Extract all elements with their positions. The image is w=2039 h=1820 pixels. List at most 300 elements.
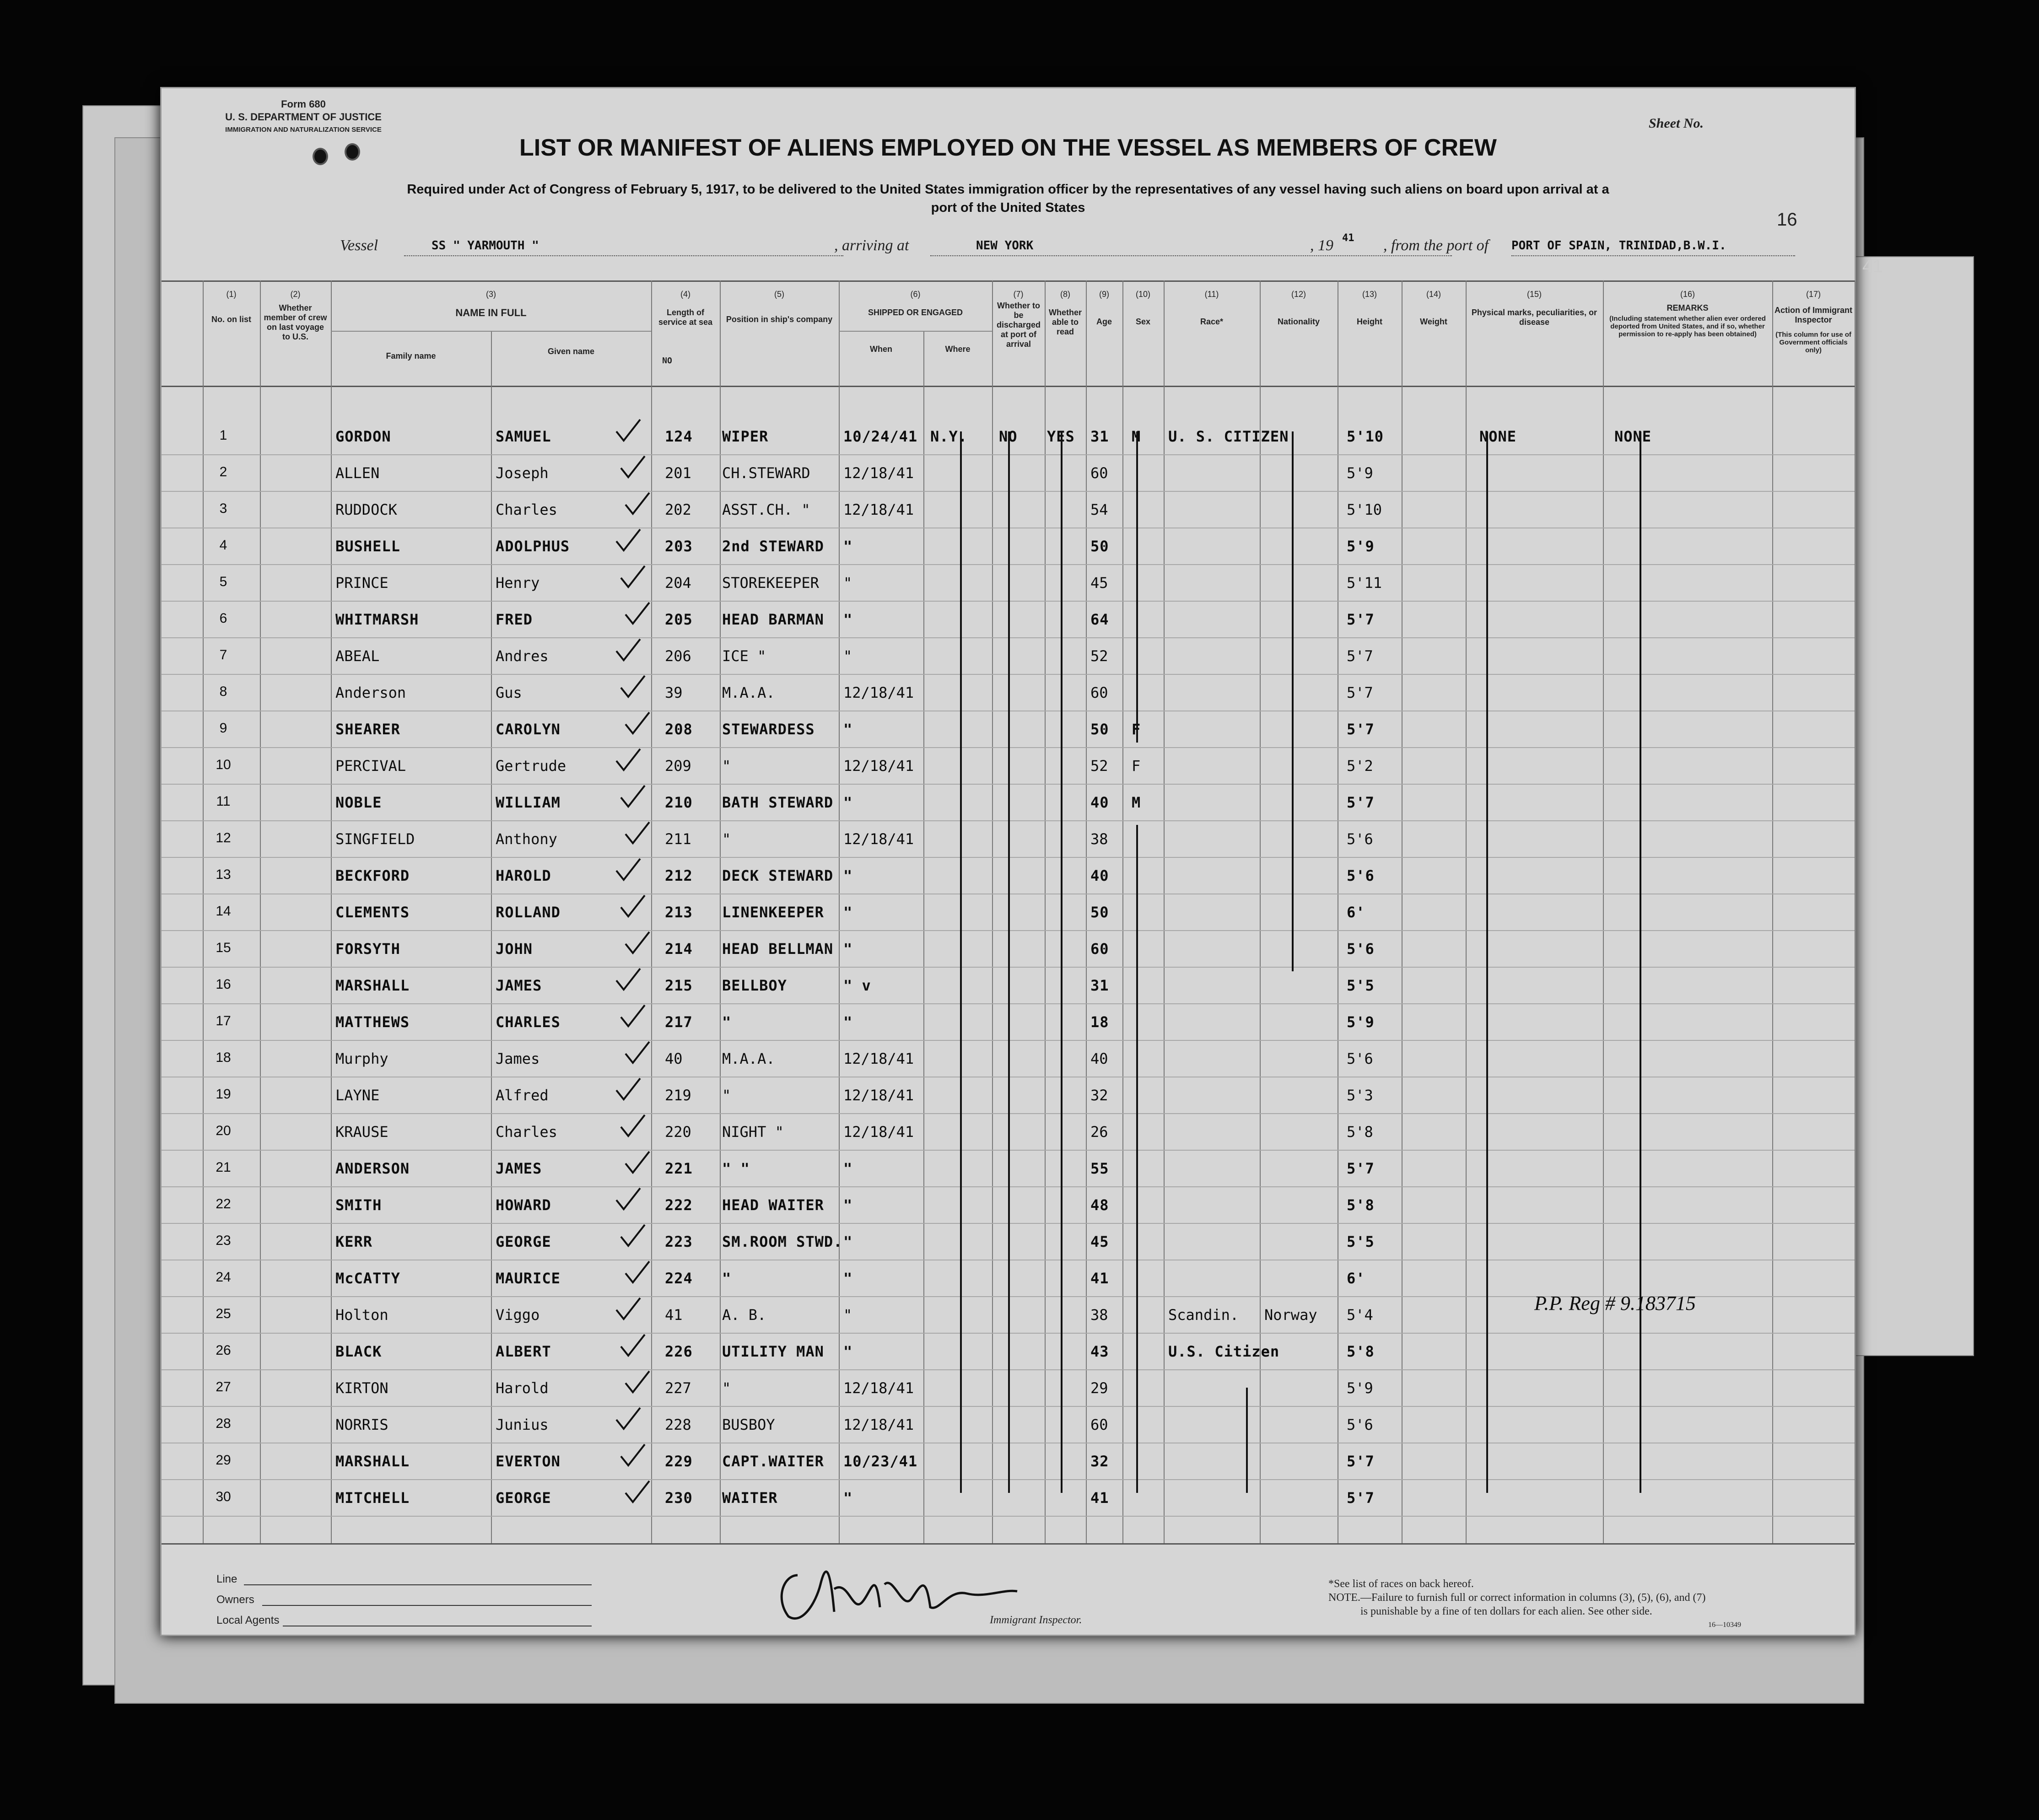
cell-no: 19 — [216, 1087, 231, 1102]
col-header-name: NAME IN FULL — [455, 307, 527, 318]
cell-position: CH.STEWARD — [722, 464, 810, 482]
check-mark-icon — [624, 930, 651, 955]
cell-where: N.Y. — [930, 428, 968, 445]
cell-sex: M — [1132, 428, 1141, 445]
cell-remarks: NONE — [1614, 428, 1652, 445]
cell-position: HEAD BELLMAN — [722, 940, 834, 958]
cell-service: 215 — [665, 977, 693, 994]
owners-label: Owners — [216, 1594, 254, 1606]
cell-family: MITCHELL — [335, 1489, 410, 1507]
cell-read: YES — [1047, 428, 1075, 445]
cell-when: 12/18/41 — [843, 1087, 914, 1104]
cell-no: 14 — [216, 904, 231, 919]
cell-service: 206 — [665, 647, 691, 665]
cell-given: SAMUEL — [496, 428, 551, 445]
col-header-age: Age — [1096, 317, 1112, 326]
check-mark-icon — [615, 857, 642, 882]
cell-family: Holton — [335, 1306, 388, 1324]
cell-age: 45 — [1090, 574, 1108, 592]
col-header-shipped: SHIPPED OR ENGAGED — [868, 308, 963, 317]
cell-height: 5'7 — [1347, 794, 1375, 811]
cell-no: 12 — [216, 830, 231, 845]
col-header-service-unit: NO — [662, 356, 672, 366]
cell-race: U.S. Citizen — [1168, 1343, 1280, 1360]
cell-when: " — [843, 1270, 853, 1287]
cell-given: Joseph — [496, 464, 549, 482]
cell-height: 5'7 — [1347, 647, 1373, 665]
cell-position: BELLBOY — [722, 977, 787, 994]
cell-no: 20 — [216, 1123, 231, 1138]
cell-service: 223 — [665, 1233, 693, 1250]
col-header-where: Where — [945, 345, 971, 354]
form-number: Form 680 — [281, 98, 326, 110]
check-mark-icon — [619, 784, 647, 809]
cell-given: JOHN — [496, 940, 533, 958]
cell-service: 201 — [665, 464, 691, 482]
cell-service: 202 — [665, 501, 691, 518]
cell-when: 12/18/41 — [843, 1416, 914, 1433]
cell-given: Andres — [496, 647, 549, 665]
cell-given: CAROLYN — [496, 721, 561, 738]
check-mark-icon — [624, 491, 651, 516]
ditto-stroke — [1640, 431, 1641, 1493]
cell-service: 41 — [665, 1306, 683, 1324]
cell-given: JAMES — [496, 1160, 542, 1177]
cell-family: Anderson — [335, 684, 406, 701]
vessel-info-line — [340, 232, 1804, 260]
cell-position: CAPT.WAITER — [722, 1453, 824, 1470]
cell-when: 12/18/41 — [843, 501, 914, 518]
cell-no: 3 — [219, 501, 227, 516]
cell-given: HOWARD — [496, 1196, 551, 1214]
vessel-label: Vessel — [340, 237, 378, 254]
cell-family: NOBLE — [335, 794, 382, 811]
cell-when: 12/18/41 — [843, 464, 914, 482]
cell-when: " — [843, 647, 852, 665]
cell-given: HAROLD — [496, 867, 551, 884]
cell-nationality: Norway — [1264, 1306, 1317, 1324]
cell-no: 24 — [216, 1270, 231, 1285]
check-mark-icon — [619, 894, 647, 919]
cell-family: PERCIVAL — [335, 757, 406, 775]
check-mark-icon — [615, 1406, 642, 1431]
cell-position: WIPER — [722, 428, 769, 445]
cell-age: 48 — [1090, 1196, 1109, 1214]
check-mark-icon — [624, 1150, 651, 1175]
cell-no: 9 — [219, 721, 227, 736]
cell-service: 230 — [665, 1489, 693, 1507]
cell-age: 40 — [1090, 794, 1109, 811]
cell-no: 5 — [219, 574, 227, 589]
column-number: (8) — [1060, 290, 1070, 299]
cell-position: HEAD WAITER — [722, 1196, 824, 1214]
cell-service: 220 — [665, 1123, 691, 1141]
cell-position: " — [722, 1013, 732, 1031]
cell-height: 5'8 — [1347, 1196, 1375, 1214]
cell-when: 12/18/41 — [843, 1050, 914, 1067]
check-mark-icon — [619, 564, 647, 589]
cell-no: 23 — [216, 1233, 231, 1248]
cell-position: " — [722, 1270, 732, 1287]
cell-position: ASST.CH. " — [722, 501, 810, 518]
column-number: (3) — [486, 290, 496, 299]
cell-discharged: NO — [999, 428, 1018, 445]
col-header-physical-marks: Physical marks, peculiarities, or disease — [1471, 308, 1597, 327]
check-mark-icon — [615, 637, 642, 662]
cell-height: 5'9 — [1347, 1013, 1375, 1031]
cell-height: 5'7 — [1347, 1489, 1375, 1507]
check-mark-icon — [619, 454, 647, 479]
service-name: IMMIGRATION AND NATURALIZATION SERVICE — [225, 126, 382, 134]
cell-when: " — [843, 794, 853, 811]
cell-service: 229 — [665, 1453, 693, 1470]
cell-service: 39 — [665, 684, 683, 701]
cell-service: 219 — [665, 1087, 691, 1104]
cell-marks: NONE — [1479, 428, 1517, 445]
col-header-weight: Weight — [1420, 317, 1447, 326]
cell-height: 5'6 — [1347, 940, 1375, 958]
cell-given: JAMES — [496, 977, 542, 994]
cell-position: HEAD BARMAN — [722, 611, 824, 628]
cell-height: 6' — [1347, 1270, 1365, 1287]
column-number: (5) — [774, 290, 784, 299]
cell-given: Gus — [496, 684, 522, 701]
cell-age: 26 — [1090, 1123, 1108, 1141]
cell-service: 214 — [665, 940, 693, 958]
cell-position: UTILITY MAN — [722, 1343, 824, 1360]
column-number: (11) — [1204, 290, 1219, 299]
column-number: (15) — [1527, 290, 1542, 299]
cell-no: 7 — [219, 647, 227, 662]
cell-height: 5'7 — [1347, 684, 1373, 701]
cell-family: MARSHALL — [335, 977, 410, 994]
sheet-number-label: Sheet No. — [1649, 116, 1704, 131]
ditto-stroke — [1136, 825, 1138, 1493]
col-header-race: Race* — [1200, 317, 1224, 326]
cell-no: 10 — [216, 757, 231, 772]
underlying-page-right — [1844, 256, 1974, 1356]
check-mark-icon — [615, 418, 642, 443]
immigrant-inspector-label: Immigrant Inspector. — [990, 1614, 1082, 1626]
cell-position: " — [722, 830, 731, 848]
cell-when: " — [843, 867, 853, 884]
cell-height: 5'6 — [1347, 1050, 1373, 1067]
cell-family: ALLEN — [335, 464, 380, 482]
cell-when: " — [843, 940, 853, 958]
cell-age: 31 — [1090, 977, 1109, 994]
cell-no: 11 — [216, 794, 231, 809]
cell-service: 217 — [665, 1013, 693, 1031]
cell-no: 21 — [216, 1160, 231, 1175]
col-header-when: When — [870, 345, 892, 354]
cell-height: 5'11 — [1347, 574, 1382, 592]
cell-age: 54 — [1090, 501, 1108, 518]
col-header-family-name: Family name — [386, 351, 436, 361]
cell-no: 18 — [216, 1050, 231, 1065]
ditto-stroke — [1008, 431, 1010, 1493]
check-mark-icon — [615, 1186, 642, 1212]
col-header-discharged: Whether to be discharged at port of arrival — [996, 301, 1041, 349]
cell-when: " v — [843, 977, 871, 994]
ditto-stroke — [1486, 431, 1488, 1493]
cell-given: CHARLES — [496, 1013, 561, 1031]
cell-position: " " — [722, 1160, 750, 1177]
column-number: (10) — [1135, 290, 1150, 299]
cell-service: 213 — [665, 904, 693, 921]
cell-family: LAYNE — [335, 1087, 380, 1104]
cell-when: " — [843, 1306, 852, 1324]
cell-position: ICE " — [722, 647, 766, 665]
manifest-subtitle-2: port of the United States — [931, 200, 1085, 215]
cell-no: 22 — [216, 1196, 231, 1212]
cell-when: 12/18/41 — [843, 684, 914, 701]
cell-age: 29 — [1090, 1379, 1108, 1397]
cell-height: 5'9 — [1347, 464, 1373, 482]
cell-service: 224 — [665, 1270, 693, 1287]
arriving-port: NEW YORK — [976, 239, 1034, 253]
crew-manifest-table — [162, 280, 1855, 1543]
arriving-label: , arriving at — [834, 237, 909, 254]
column-number: (6) — [910, 290, 921, 299]
cell-remarks: P.P. Reg # 9.183715 — [1534, 1292, 1696, 1314]
cell-given: Henry — [496, 574, 540, 592]
cell-height: 5'10 — [1347, 428, 1384, 445]
check-mark-icon — [619, 1223, 647, 1248]
ditto-stroke — [1136, 431, 1138, 743]
cell-height: 5'6 — [1347, 867, 1375, 884]
cell-given: ROLLAND — [496, 904, 561, 921]
cell-age: 50 — [1090, 721, 1109, 738]
col-header-remarks: REMARKS — [1667, 303, 1709, 312]
cell-age: 41 — [1090, 1270, 1109, 1287]
cell-position: BUSBOY — [722, 1416, 775, 1433]
cell-family: MATTHEWS — [335, 1013, 410, 1031]
cell-no: 28 — [216, 1416, 231, 1431]
cell-position: STEWARDESS — [722, 721, 815, 738]
col-header-sex: Sex — [1135, 317, 1151, 326]
cell-height: 5'7 — [1347, 611, 1375, 628]
col-header-height: Height — [1357, 317, 1382, 326]
col-header-last-voyage: Whether member of crew on last voyage to U.S. — [264, 303, 327, 341]
check-mark-icon — [624, 711, 651, 736]
cell-service: 203 — [665, 538, 693, 555]
cell-when: " — [843, 1343, 853, 1360]
cell-given: EVERTON — [496, 1453, 561, 1470]
cell-position: A. B. — [722, 1306, 766, 1324]
cell-age: 31 — [1090, 428, 1109, 445]
cell-position: SM.ROOM STWD. — [722, 1233, 843, 1250]
column-number: (1) — [226, 290, 237, 299]
cell-given: Harold — [496, 1379, 549, 1397]
cell-given: Alfred — [496, 1087, 549, 1104]
cell-given: GEORGE — [496, 1233, 551, 1250]
cell-age: 38 — [1090, 830, 1108, 848]
cell-service: 208 — [665, 721, 693, 738]
cell-position: " — [722, 757, 731, 775]
cell-sex: F — [1132, 757, 1141, 775]
cell-age: 60 — [1090, 464, 1108, 482]
cell-family: MARSHALL — [335, 1453, 410, 1470]
ditto-stroke — [1246, 1388, 1248, 1493]
cell-family: BLACK — [335, 1343, 382, 1360]
cell-family: FORSYTH — [335, 940, 400, 958]
cell-height: 5'5 — [1347, 977, 1375, 994]
cell-service: 204 — [665, 574, 691, 592]
cell-no: 27 — [216, 1379, 231, 1395]
check-mark-icon — [624, 1260, 651, 1285]
cell-no: 26 — [216, 1343, 231, 1358]
cell-family: RUDDOCK — [335, 501, 397, 518]
col-header-service: Length of service at sea — [658, 308, 713, 327]
cell-when: " — [843, 574, 852, 592]
cell-given: GEORGE — [496, 1489, 551, 1507]
cell-service: 212 — [665, 867, 693, 884]
cell-height: 5'7 — [1347, 721, 1375, 738]
cell-family: KIRTON — [335, 1379, 388, 1397]
cell-service: 210 — [665, 794, 693, 811]
check-mark-icon — [624, 1479, 651, 1504]
cell-position: STOREKEEPER — [722, 574, 819, 592]
cell-age: 38 — [1090, 1306, 1108, 1324]
cell-height: 5'6 — [1347, 1416, 1373, 1433]
cell-given: WILLIAM — [496, 794, 561, 811]
cell-height: 5'4 — [1347, 1306, 1373, 1324]
cell-family: SHEARER — [335, 721, 400, 738]
cell-family: SMITH — [335, 1196, 382, 1214]
col-header-nationality: Nationality — [1277, 317, 1320, 326]
cell-sex: M — [1132, 794, 1141, 811]
cell-when: " — [843, 611, 853, 628]
penalty-note-1: NOTE.—Failure to furnish full or correct information in columns (3), (5), (6), and (7) — [1328, 1592, 1706, 1604]
cell-age: 60 — [1090, 940, 1109, 958]
cell-age: 40 — [1090, 1050, 1108, 1067]
cell-family: PRINCE — [335, 574, 388, 592]
cell-family: WHITMARSH — [335, 611, 419, 628]
cell-when: 12/18/41 — [843, 1123, 914, 1141]
cell-no: 29 — [216, 1453, 231, 1468]
cell-when: " — [843, 1196, 853, 1214]
cell-position: " — [722, 1379, 731, 1397]
page-number: 16 — [1777, 210, 1797, 230]
cell-given: Junius — [496, 1416, 549, 1433]
cell-height: 5'7 — [1347, 1453, 1375, 1470]
cell-family: NORRIS — [335, 1416, 388, 1433]
cell-no: 8 — [219, 684, 227, 699]
cell-age: 32 — [1090, 1087, 1108, 1104]
cell-family: BECKFORD — [335, 867, 410, 884]
cell-height: 5'8 — [1347, 1123, 1373, 1141]
cell-position: WAITER — [722, 1489, 778, 1507]
cell-age: 52 — [1090, 757, 1108, 775]
column-number: (17) — [1806, 290, 1821, 299]
cell-service: 228 — [665, 1416, 691, 1433]
cell-height: 5'10 — [1347, 501, 1382, 518]
check-mark-icon — [619, 1443, 647, 1468]
ditto-stroke — [1061, 431, 1063, 1493]
cell-age: 52 — [1090, 647, 1108, 665]
cell-service: 222 — [665, 1196, 693, 1214]
cell-given: Gertrude — [496, 757, 566, 775]
cell-given: MAURICE — [496, 1270, 561, 1287]
cell-no: 1 — [219, 428, 227, 443]
cell-race: Scandin. — [1168, 1306, 1239, 1324]
cell-sex: F — [1132, 721, 1141, 738]
cell-age: 50 — [1090, 538, 1109, 555]
cell-position: NIGHT " — [722, 1123, 784, 1141]
check-mark-icon — [619, 674, 647, 699]
column-number: (12) — [1291, 290, 1306, 299]
check-mark-icon — [615, 1077, 642, 1102]
col-header-action: Action of Immigrant Inspector — [1775, 306, 1852, 324]
cell-when: " — [843, 721, 853, 738]
cell-no: 6 — [219, 611, 227, 626]
cell-family: GORDON — [335, 428, 391, 445]
cell-given: James — [496, 1050, 540, 1067]
check-mark-icon — [619, 1333, 647, 1358]
cell-family: KERR — [335, 1233, 373, 1250]
cell-age: 55 — [1090, 1160, 1109, 1177]
cell-age: 32 — [1090, 1453, 1109, 1470]
cell-height: 5'8 — [1347, 1343, 1375, 1360]
cell-service: 209 — [665, 757, 691, 775]
cell-family: Murphy — [335, 1050, 388, 1067]
cell-given: ADOLPHUS — [496, 538, 570, 555]
check-mark-icon — [619, 1003, 647, 1028]
manifest-sheet — [160, 87, 1856, 1636]
races-note: *See list of races on back hereof. — [1328, 1578, 1474, 1590]
column-number: (9) — [1099, 290, 1109, 299]
cell-given: Viggo — [496, 1306, 540, 1324]
cell-no: 4 — [219, 538, 227, 553]
column-number: (16) — [1680, 290, 1695, 299]
inspector-signature — [766, 1548, 1022, 1626]
check-mark-icon — [615, 967, 642, 992]
cell-no: 17 — [216, 1013, 231, 1028]
ditto-stroke — [960, 431, 962, 1493]
cell-height: 5'9 — [1347, 538, 1375, 555]
cell-when: 10/24/41 — [843, 428, 918, 445]
cell-age: 43 — [1090, 1343, 1109, 1360]
check-mark-icon — [615, 528, 642, 553]
ditto-stroke — [1292, 431, 1294, 971]
cell-service: 124 — [665, 428, 693, 445]
cell-position: 2nd STEWARD — [722, 538, 824, 555]
cell-service: 227 — [665, 1379, 691, 1397]
cell-service: 205 — [665, 611, 693, 628]
col-header-given-name: Given name — [547, 347, 595, 356]
cell-age: 64 — [1090, 611, 1109, 628]
cell-age: 60 — [1090, 1416, 1108, 1433]
check-mark-icon — [615, 747, 642, 772]
cell-given: ALBERT — [496, 1343, 551, 1360]
check-mark-icon — [615, 1296, 642, 1321]
cell-no: 13 — [216, 867, 231, 882]
cell-given: FRED — [496, 611, 533, 628]
line-label: Line — [216, 1573, 237, 1585]
col-header-no-on-list: No. on list — [211, 315, 251, 324]
cell-age: 45 — [1090, 1233, 1109, 1250]
cell-when: 10/23/41 — [843, 1453, 918, 1470]
cell-position: BATH STEWARD — [722, 794, 834, 811]
cell-no: 25 — [216, 1306, 231, 1321]
print-code: 16—10349 — [1708, 1621, 1741, 1629]
cell-no: 30 — [216, 1489, 231, 1504]
col-header-read: Whether able to read — [1049, 308, 1082, 336]
manifest-title: LIST OR MANIFEST OF ALIENS EMPLOYED ON THE VESSEL AS MEMBERS OF CREW — [519, 135, 1497, 161]
cell-when: 12/18/41 — [843, 830, 914, 848]
cell-when: " — [843, 904, 853, 921]
cell-when: " — [843, 1160, 853, 1177]
